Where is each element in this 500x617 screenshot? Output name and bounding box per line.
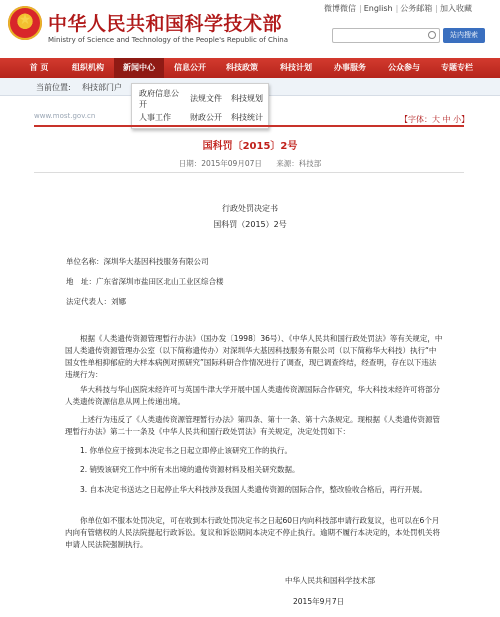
document-sub-number: 国科罚（2015）2号 [213, 220, 287, 229]
nav-policy[interactable]: 科技政策 [226, 63, 258, 72]
dropdown-item-finance[interactable]: 财政公开 [190, 113, 222, 122]
field-value: 深圳华大基因科技服务有限公司 [103, 257, 209, 266]
field-legal-rep [66, 296, 126, 307]
font-size-control[interactable]: 【字体：大 中 小】 [400, 115, 470, 124]
breadcrumb-label: 当前位置: [36, 83, 71, 92]
search-icon[interactable] [428, 31, 436, 39]
field-label: 单位名称： [66, 257, 104, 266]
mail-link[interactable]: 公务邮箱 [400, 4, 433, 13]
document-source: 来源：科技部 [276, 159, 322, 168]
signature-date: 2015年9月7日 [293, 597, 345, 606]
nav-organization[interactable]: 组织机构 [72, 63, 104, 72]
breadcrumb-link[interactable]: 科技部门户 [82, 83, 122, 92]
paragraph-penalty-1: 1. 你单位应于接到本决定书之日起立即停止该研究工作的执行。 [80, 446, 293, 455]
dropdown-item-personnel[interactable]: 人事工作 [139, 113, 171, 122]
document-number: 国科罚〔2015〕2号 [202, 141, 298, 152]
site-url: www.most.gov.cn [34, 112, 96, 120]
title-divider [34, 125, 464, 127]
paragraph-penalty-3: 3. 自本决定书送达之日起停止华大科技涉及我国人类遗传资源的国际合作，整改验收合格后，再行开展。 [80, 485, 428, 494]
nav-news[interactable]: 新闻中心 [114, 58, 164, 78]
signature-organization: 中华人民共和国科学技术部 [285, 576, 375, 585]
site-subtitle: Ministry of Science and Technology of the People's Republic of China [48, 36, 289, 44]
paragraph-basis: 上述行为违反了《人类遗传资源管理暂行办法》第四条、第十一条、第十六条规定。现根据《人类遗传资源管理暂行办法》第二十一条及《中华人民共和国行政处罚法》有关规定，决定处罚如下： [65, 415, 440, 436]
main-nav [0, 58, 500, 78]
paragraph-violation: 华大科技与华山医院未经许可与英国牛津大学开展中国人类遗传资源国际合作研究，华大科技未经许可将部分人类遗传资源信息从网上传递出境。 [65, 385, 440, 406]
nav-public[interactable]: 公众参与 [388, 63, 420, 72]
dropdown-item-planning[interactable]: 科技规划 [231, 94, 263, 103]
top-links: 微博微信 | English | 公务邮箱 | 加入收藏 [324, 4, 472, 13]
paragraph-appeal: 你单位如不服本处罚决定，可在收到本行政处罚决定书之日起60日内向科技部申请行政复议，也可以在6个月内向有管辖权的人民法院提起行政诉讼。复议和诉讼期间本决定不停止执行。逾期不履行本决定的，本处罚机关将申请人民法院强制执行。 [65, 516, 440, 549]
english-link[interactable]: English [363, 4, 393, 13]
dropdown-item-statistics[interactable]: 科技统计 [231, 113, 263, 122]
nav-service[interactable]: 办事服务 [334, 63, 366, 72]
field-value: 刘娜 [111, 297, 126, 306]
nav-info-public[interactable]: 信息公开 [174, 63, 206, 72]
document-meta [0, 158, 500, 169]
field-company [66, 256, 209, 267]
paragraph-findings: 根据《人类遗传资源管理暂行办法》（国办发〔1998〕36号）、《中华人民共和国行政处罚法》等有关规定，中国人类遗传资源管理办公室（以下简称遗传办）对深圳华大基因科技服务有限公司（以下简称华大科技）执行“中国女性单相抑郁症的大样本病例对照研究”国际科研合作情况进行了调查，现已调查终结，经查明，存在以下违法违规行为： [65, 334, 443, 379]
favorite-link[interactable]: 加入收藏 [440, 4, 472, 13]
nav-home[interactable]: 首 页 [29, 63, 49, 72]
search-button[interactable]: 站内搜索 [443, 28, 485, 43]
dropdown-item-gov-info[interactable]: 政府信息公开 [139, 89, 179, 109]
news-dropdown-menu [131, 83, 269, 129]
field-label: 地 址： [66, 277, 96, 286]
search-input[interactable] [332, 28, 440, 43]
national-emblem-icon[interactable]: ★ [8, 6, 42, 40]
paragraph-penalty-2: 2. 销毁该研究工作中所有未出境的遗传资源材料及相关研究数据。 [80, 465, 300, 474]
dropdown-item-regulations[interactable]: 法规文件 [190, 94, 222, 103]
nav-plan[interactable]: 科技计划 [280, 63, 312, 72]
field-address [66, 276, 224, 287]
field-label: 法定代表人： [66, 297, 111, 306]
document-title: 行政处罚决定书 [222, 204, 278, 213]
site-header [0, 0, 500, 58]
site-title[interactable]: 中华人民共和国科学技术部 [48, 13, 283, 35]
document-date: 日期：2015年09月07日 [178, 159, 262, 168]
nav-special[interactable]: 专题专栏 [441, 63, 473, 72]
meta-divider [34, 172, 464, 173]
weibo-weixin-link[interactable]: 微博微信 [324, 4, 356, 13]
field-value: 广东省深圳市盐田区北山工业区综合楼 [96, 277, 224, 286]
